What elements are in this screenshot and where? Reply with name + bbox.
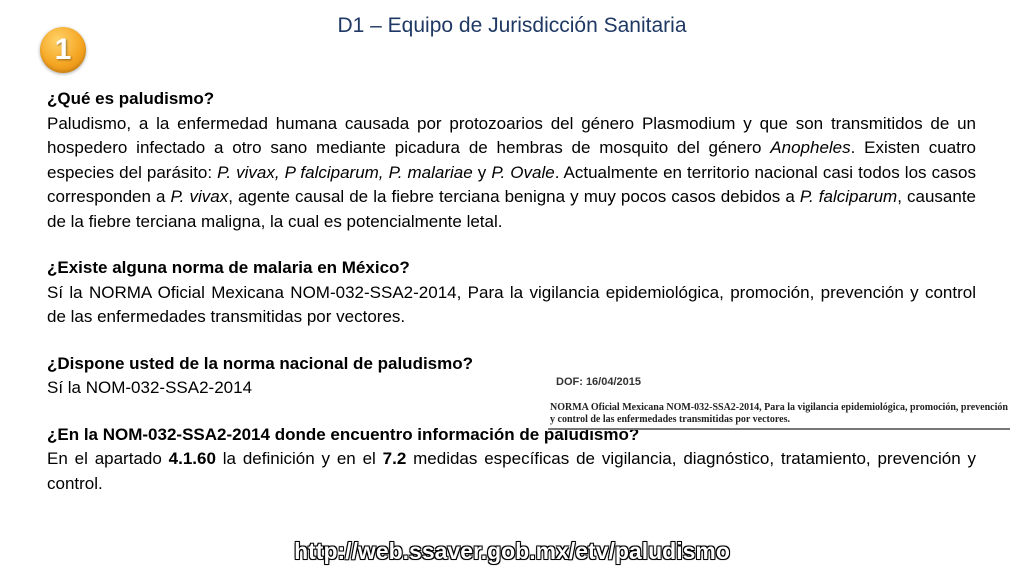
question-2: ¿Existe alguna norma de malaria en México?: [47, 258, 410, 277]
dof-norma-text: NORMA Oficial Mexicana NOM-032-SSA2-2014, Para la vigilancia epidemiológica, promoción, prevención y control de las enfermedades transmitidas por vectores.: [548, 402, 1010, 430]
answer-3: Sí la NOM-032-SSA2-2014: [47, 378, 253, 397]
dof-clipping: [548, 376, 1010, 430]
footer-url-link[interactable]: http://web.ssaver.gob.mx/etv/paludismo: [294, 538, 730, 564]
answer-1-text: , causante de la fiebre terciana maligna, la cual es potencialmente letal.: [47, 187, 976, 231]
answer-4-bold: 7.2: [382, 449, 407, 468]
slide-number-badge: 1: [40, 27, 86, 73]
main-content: [47, 87, 976, 496]
answer-1-text: y: [472, 162, 492, 182]
page-title: D1 – Equipo de Jurisdicción Sanitaria: [337, 14, 687, 37]
question-3: ¿Dispone usted de la norma nacional de paludismo?: [47, 353, 474, 373]
answer-1-text: . Existen cuatro especies del parásito:: [47, 138, 976, 182]
question-4: ¿En la NOM-032-SSA2-2014 donde encuentro información de paludismo?: [47, 424, 640, 444]
answer-1-italic: P. vivax, P falciparum, P. malariae: [217, 162, 473, 182]
answer-1-italic: P. vivax: [170, 187, 229, 206]
answer-1: [47, 112, 976, 235]
answer-4: [47, 447, 976, 496]
answer-4-text: En el apartado: [47, 449, 169, 468]
answer-1-text: Paludismo, a la enfermedad humana causada por protozoarios del género Plasmodium y que son transmitidos de un hospedero infectado a otro sano mediante picadura de hembras de mosquito del género: [47, 113, 976, 157]
answer-1-italic: Anopheles: [770, 138, 851, 157]
question-1: ¿Qué es paludismo?: [47, 89, 215, 108]
answer-1-text: . Actualmente en territorio nacional casi todos los casos corresponden a: [47, 162, 976, 206]
answer-4-text: medidas específicas de vigilancia, diagnóstico, tratamiento, prevención y control.: [47, 449, 976, 493]
answer-1-text: , agente causal de la fiebre terciana benigna y muy pocos casos debidos a: [228, 187, 800, 206]
answer-1-italic: P. falciparum: [799, 187, 898, 206]
answer-2: Sí la NORMA Oficial Mexicana NOM-032-SSA2-2014, Para la vigilancia epidemiológica, promoción, prevención y control de las enfermedades transmitidas por vectores.: [47, 282, 976, 326]
answer-4-bold: 4.1.60: [168, 449, 216, 468]
dof-date: DOF: 16/04/2015: [556, 376, 641, 388]
answer-1-italic: P. Ovale: [491, 162, 555, 182]
answer-4-text: la definición y en el: [215, 449, 383, 468]
